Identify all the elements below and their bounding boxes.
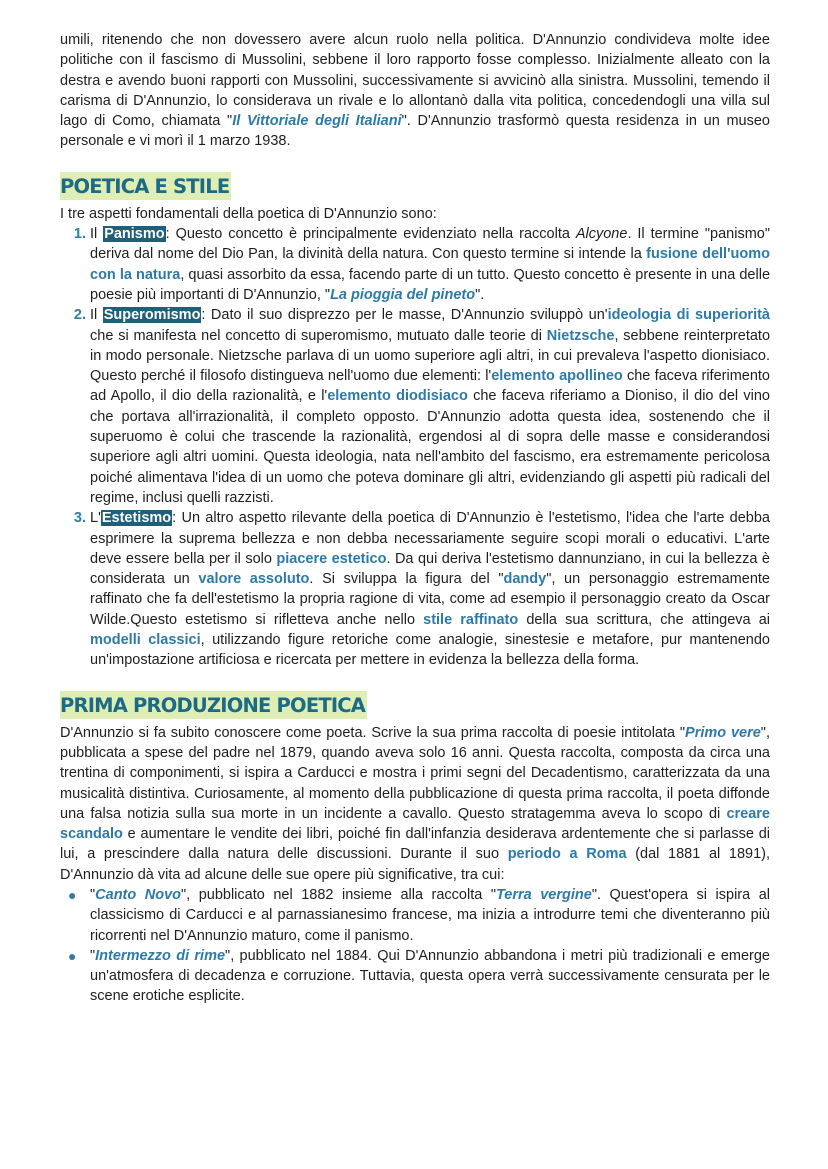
keyword: La pioggia del pineto [330,286,476,303]
keyword: stile raffinato [423,611,519,628]
keyword: Terra vergine [495,886,592,903]
poetica-section [60,172,770,671]
prima-produzione-section [60,691,770,1007]
poetica-lead: I tre aspetti fondamentali della poetica di D'Annunzio sono: [60,205,437,222]
bullet-icon: ● [68,947,77,964]
keyword: valore assoluto [198,571,310,588]
document-content [60,30,770,1007]
intro-paragraph: umili, ritenendo che non dovessero avere alcun ruolo nella politica. D'Annunzio condivideva molte idee politiche con il fascismo di Mussolini, sebbene il loro rapporto fosse complesso. Inizialmente alleato con la destra e avendo buoni rapporti con Mussolini, successivamente si avvicinò alla sinistra. Mussolini, temendo il carisma di D'Annunzio, lo considerava un rivale e lo allontanò dalla vita politica, concedendogli una villa sul lago di Como, chiamata "Il Vittoriale degli Italiani". D'Annunzio trasformò questa residenza in un museo personale e vi morì il 1 marzo 1938. [60,32,770,150]
keyword: creare scandalo [60,805,770,843]
highlight-panismo: Panismo [104,226,165,243]
keyword: modelli classici [90,632,201,649]
keyword: dandy [503,571,547,588]
section-heading-prima-produzione: PRIMA PRODUZIONE POETICA [60,691,367,719]
highlight-estetismo: Estetismo [101,510,172,527]
opere-list [60,885,770,1007]
keyword: elemento apollineo [491,368,623,385]
keyword: Canto Novo [95,886,182,903]
list-item-panismo: 1. Il Panismo: Questo concetto è principalmente evidenziato nella raccolta Alcyone. Il termine "panismo" deriva dal nome del Dio Pan, la divinità della natura. Con questo termine si intende la fusione dell'uomo con la natura, quasi assorbito da essa, facendo parte di un tutto. Questo concetto è presente in una delle poesie più importanti di D'Annunzio, "La pioggia del pineto". [90,224,770,305]
keyword: Nietzsche [546,327,615,344]
highlight-superomismo: Superomismo [103,307,201,324]
list-item-superomismo: 2. Il Superomismo: Dato il suo disprezzo per le masse, D'Annunzio sviluppò un'ideologia di superiorità che si manifesta nel concetto di superomismo, mutuato dalle teorie di Nietzsche, sebbene reinterpretato in modo personale. Nietzsche parlava di un uomo superiore agli altri, in cui prevaleva l'aspetto dionisiaco. Questo perché il filosofo distingueva nell'uomo due elementi: l'elemento apollineo che faceva riferimento ad Apollo, il dio della razionalità, e l'elemento diodisiaco che faceva riferiamo a Dioniso, il dio del vino che portava all'irrazionalità, il completo opposto. D'Annunzio adotta questa idea, sostenendo che il superuomo è colui che trascende la razionalità, ergendosi al di sopra delle masse e considerandosi superiore agli altri uomini. Questa ideologia, nata nell'ambito del fascismo, era estremamente pericolosa poiché alimentava l'idea di un uomo che poteva dominare gli altri, evidenziando gli aspetti più radicali del regime, inclusi quelli razzisti. [90,305,770,508]
keyword: periodo a Roma [507,846,627,863]
keyword-vittoriale: Il Vittoriale degli Italiani [232,113,402,130]
list-item-estetismo: 3. L'Estetismo: Un altro aspetto rilevante della poetica di D'Annunzio è l'estetismo, l'idea che l'arte debba esprimere la suprema bellezza e non debba necessariamente seguire scopi morali o educativi. L'arte deve essere bella per il solo piacere estetico. Da qui deriva l'estetismo dannunziano, in cui la bellezza è considerata un valore assoluto. Si sviluppa la figura del "dandy", un personaggio estremamente raffinato che fa dell'estetismo la propria ragione di vita, come ad esempio il personaggio creato da Oscar Wilde.Questo estetismo si rifletteva anche nello stile raffinato della sua scrittura, che attingeva ai modelli classici, utilizzando figure retoriche come analogie, sinestesie e metafore, pur mantenendo un'impostazione artificiosa e ricercata per mettere in evidenza la bellezza della forma. [90,508,770,670]
intro-section [60,30,770,152]
poetica-list [60,224,770,671]
prima-paragraph: D'Annunzio si fa subito conoscere come poeta. Scrive la sua prima raccolta di poesie intitolata "Primo vere", pubblicata a spese del padre nel 1879, quando aveva solo 16 anni. Questa raccolta, composta da circa una trentina di componimenti, si ispira a Carducci e mostra i primi segni del Decadentismo, caratterizzata da una musicalità distintiva. Curiosamente, al momento della pubblicazione di questa prima raccolta, il poeta diffonde una falsa notizia sulla sua morte in un incidente a cavallo. Questo stratagemma aveva lo scopo di creare scandalo e aumentare le vendite dei libri, poiché fin dall'infanzia desiderava ardentemente che si parlasse di lui, a prescindere dalla natura delle discussioni. Durante il suo periodo a Roma (dal 1881 al 1891), D'Annunzio dà vita ad alcune delle sue opere più significative, tra cui: [60,724,770,883]
keyword: fusione dell'uomo con la natura [90,246,770,283]
keyword: ideologia di superiorità [607,307,770,324]
section-heading-poetica: POETICA E STILE [60,172,231,200]
keyword: Primo vere [685,724,761,741]
list-item-intermezzo: ● "Intermezzo di rime", pubblicato nel 1884. Qui D'Annunzio abbandona i metri più tradizionali e emerge un'atmosfera di decadenza e corruzione. Tuttavia, questa opera verrà successivamente censurata per le scene erotiche esplicite. [68,947,770,1005]
keyword: Intermezzo di rime [95,947,226,964]
list-item-canto-novo: ● "Canto Novo", pubblicato nel 1882 insieme alla raccolta "Terra vergine". Quest'opera si ispira al classicismo di Carducci e al parnassianesimo francese, ma inizia a introdurre temi che diventeranno più ricorrenti nel D'Annunzio maturo, come il panismo. [68,886,771,944]
keyword: piacere estetico [276,550,387,567]
bullet-icon: ● [68,886,77,903]
keyword: elemento diodisiaco [327,388,468,405]
